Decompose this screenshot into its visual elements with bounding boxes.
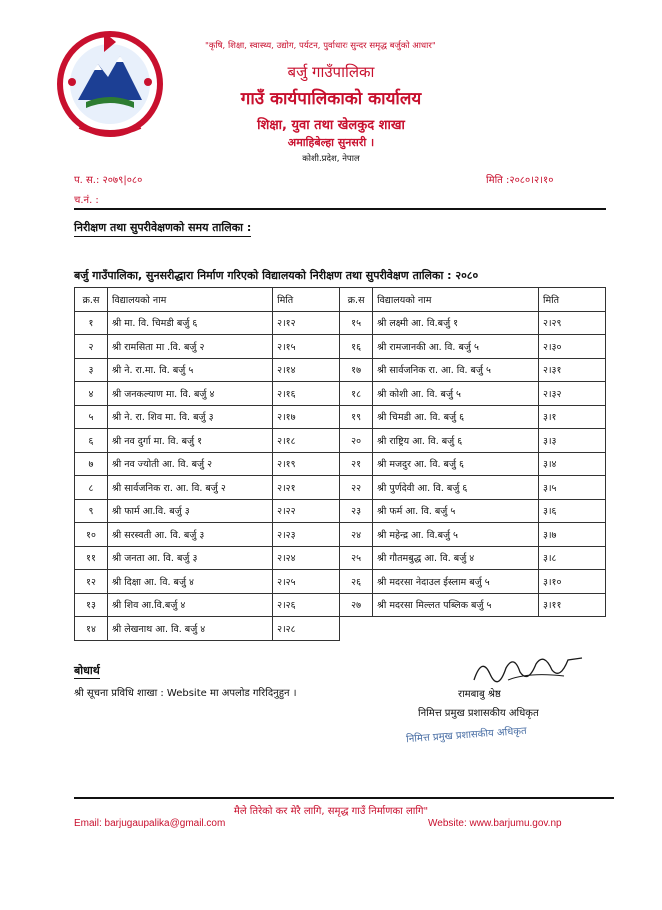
school-cell: श्री सार्वजनिक रा. आ. वि. बर्जु ५ [373,358,539,382]
office-name: बर्जु गाउँपालिका [287,63,375,81]
date-cell: २।२६ [273,593,340,617]
school-cell: श्री रामजानकी आ. वि. बर्जु ५ [373,335,539,359]
school-cell: श्री नव ज्योती आ. वि. बर्जु २ [108,452,273,476]
table-row [75,311,606,335]
copy-to-heading: बोधार्थ [74,664,100,677]
date-cell: ३।१० [539,570,606,594]
school-cell: श्री रामसिता मा .वि. बर्जु २ [108,335,273,359]
school-cell: श्री ने. रा.मा. वि. बर्जु ५ [108,358,273,382]
motto: "कृषि, शिक्षा, स्वास्थ्य, उद्योग, पर्यटन, पुर्वाधारः सुन्दर समृद्ध बर्जुको आधार" [205,41,436,51]
table-row [75,429,606,453]
date-cell: २।१८ [273,429,340,453]
serial-cell: १४ [75,617,108,641]
signatory-title: निमित्त प्रमुख प्रशासकीय अधिकृत [418,708,539,719]
school-cell: श्री नव दुर्गा मा. वि. बर्जु १ [108,429,273,453]
school-cell: श्री मदरसा नेदाउल ईस्लाम बर्जु ५ [373,570,539,594]
school-cell: श्री दिक्षा आ. वि. बर्जु ४ [108,570,273,594]
serial-cell: २५ [340,546,373,570]
serial-cell: ८ [75,476,108,500]
letter-date: मिति :२०८०।२।१० [486,175,554,186]
table-row [75,570,606,594]
province-line: कोशी.प्रदेश, नेपाल [302,154,360,164]
date-cell: ३।११ [539,593,606,617]
serial-cell: १३ [75,593,108,617]
serial-cell: ३ [75,358,108,382]
date-cell: ३।७ [539,523,606,547]
table-title: बर्जु गाउँपालिका, सुनसरीद्धारा निर्माण गरिएको विद्यालयको निरीक्षण तथा सुपरीवेक्षण तालिका : २०८० [74,269,479,282]
serial-cell: १ [75,311,108,335]
school-cell: श्री सरस्वती आ. वि. बर्जु ३ [108,523,273,547]
school-cell: श्री सार्वजनिक रा. आ. वि. बर्जु २ [108,476,273,500]
date-cell: २।२२ [273,499,340,523]
dispatch-number: च.नं. : [74,195,99,206]
date-cell: २।२४ [273,546,340,570]
school-cell: श्री गौतमबुद्ध आ. वि. बर्जु ४ [373,546,539,570]
school-cell: श्री कोशी आ. वि. बर्जु ५ [373,382,539,406]
office-address: अमाहिबेल्हा सुनसरी । [287,136,375,149]
serial-cell: २७ [340,593,373,617]
date-cell: ३।१ [539,405,606,429]
serial-cell: २० [340,429,373,453]
table-row [75,335,606,359]
date-cell: २।२५ [273,570,340,594]
office-title: गाउँ कार्यपालिकाको कार्यालय [240,89,422,109]
header-divider [74,208,606,210]
date-cell: ३।४ [539,452,606,476]
letter-subject: निरीक्षण तथा सुपरीवेक्षणको समय तालिका : [74,220,251,237]
date-cell: २।२३ [273,523,340,547]
header-date: मिति [539,288,606,312]
serial-cell: १९ [340,405,373,429]
serial-cell: २ [75,335,108,359]
branch-name: शिक्षा, युवा तथा खेलकुद शाखा [257,118,405,133]
school-cell: श्री लेखनाथ आ. वि. बर्जु ४ [108,617,273,641]
header-serial: क्र.स [340,288,373,312]
footer-email: Email: barjugaupalika@gmail.com [74,818,226,829]
serial-cell: ७ [75,452,108,476]
serial-cell: २३ [340,499,373,523]
serial-cell: २६ [340,570,373,594]
serial-cell: २४ [340,523,373,547]
table-row [75,546,606,570]
inspection-schedule-table [74,287,606,641]
table-row [75,476,606,500]
footer-slogan: मैले तिरेको कर मेरै लागि, समृद्ध गाउँ निर्माणका लागि" [233,806,429,817]
date-cell: २।१२ [273,311,340,335]
date-cell: २।२१ [273,476,340,500]
school-cell: श्री लक्ष्मी आ. वि.बर्जु १ [373,311,539,335]
serial-cell: ५ [75,405,108,429]
serial-cell: १२ [75,570,108,594]
header-school: विद्यालयको नाम [373,288,539,312]
serial-cell: ९ [75,499,108,523]
date-cell: ३।५ [539,476,606,500]
empty-cell [539,617,606,641]
date-cell: २।१४ [273,358,340,382]
school-cell: श्री फर्म आ. वि. बर्जु ५ [373,499,539,523]
table-row [75,523,606,547]
serial-cell: १६ [340,335,373,359]
school-cell: श्री मजदुर आ. वि. बर्जु ६ [373,452,539,476]
signatory-name: रामबाबु श्रेष्ठ [458,689,501,700]
date-cell: २।३२ [539,382,606,406]
school-cell: श्री महेन्द्र आ. वि.बर्जु ५ [373,523,539,547]
table-row [75,382,606,406]
letter-reference-number: प. स.: २०७९|०८० [74,175,143,186]
date-cell: २।१९ [273,452,340,476]
school-cell: श्री शिव आ.वि.बर्जु ४ [108,593,273,617]
table-row [75,405,606,429]
empty-cell [373,617,539,641]
date-cell: ३।६ [539,499,606,523]
table-row [75,617,606,641]
empty-cell [340,617,373,641]
table-row [75,452,606,476]
serial-cell: ४ [75,382,108,406]
serial-cell: २१ [340,452,373,476]
date-cell: ३।३ [539,429,606,453]
official-stamp: निमित्त प्रमुख प्रशासकीय अधिकृत [405,725,528,746]
date-cell: २।२८ [273,617,340,641]
school-cell: श्री फार्म आ.वि. बर्जु ३ [108,499,273,523]
table-header-row [75,288,606,312]
date-cell: २।३० [539,335,606,359]
date-cell: २।१६ [273,382,340,406]
school-cell: श्री चिमडी आ. वि. बर्जु ६ [373,405,539,429]
date-cell: २।१५ [273,335,340,359]
serial-cell: ६ [75,429,108,453]
handwritten-signature [468,650,588,690]
table-row [75,593,606,617]
serial-cell: ११ [75,546,108,570]
date-cell: २।२९ [539,311,606,335]
footer-divider [74,797,614,799]
school-cell: श्री पुर्णदेवी आ. वि. बर्जु ६ [373,476,539,500]
school-cell: श्री जनता आ. वि. बर्जु ३ [108,546,273,570]
date-cell: २।३१ [539,358,606,382]
school-cell: श्री ने. रा. शिव मा. वि. बर्जु ३ [108,405,273,429]
serial-cell: १५ [340,311,373,335]
table-row [75,499,606,523]
header-school: विद्यालयको नाम [108,288,273,312]
date-cell: २।१७ [273,405,340,429]
school-cell: श्री मदरसा मिल्लत पब्लिक बर्जु ५ [373,593,539,617]
school-cell: श्री जनकल्याण मा. वि. बर्जु ४ [108,382,273,406]
date-cell: ३।८ [539,546,606,570]
serial-cell: १७ [340,358,373,382]
footer-website: Website: www.barjumu.gov.np [428,818,562,829]
header-date: मिति [273,288,340,312]
copy-to-notice: श्री सूचना प्रविधि शाखा : Website मा अपलोड गरिदिनुहुन । [74,688,297,699]
serial-cell: १८ [340,382,373,406]
school-cell: श्री मा. वि. चिमडी बर्जु ६ [108,311,273,335]
serial-cell: १० [75,523,108,547]
header-serial: क्र.स [75,288,108,312]
school-cell: श्री राष्ट्रिय आ. वि. बर्जु ६ [373,429,539,453]
table-row [75,358,606,382]
serial-cell: २२ [340,476,373,500]
